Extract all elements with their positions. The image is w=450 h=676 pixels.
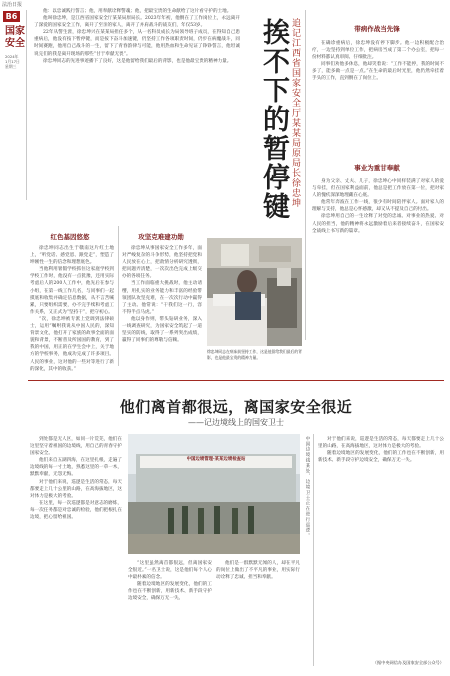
right-p5: 徐忠坤用自己的一生诠释了对党的忠诚、对事业的热爱、对人民的担当，他的精神将永远激励着后来者接续奋斗，在国家安全战线上书写新的篇章。 (312, 214, 444, 234)
mid-heading: 攻坚克难建功勋 (138, 233, 184, 241)
feature-photo (207, 238, 302, 346)
story2-p7: 他们是一群默默无闻的人，却在平凡的岗位上做出了不平凡的事业，用实际行动诠释了忠诚、担当和奉献。 (216, 561, 300, 581)
story2-photo-caption: 中国边境线某处，边境卫士正在进行巡逻。 (305, 436, 310, 539)
story2-photo (128, 434, 300, 554)
left-p1: 徐忠坤同志出生于赣南这片红土地上，“听党话、感党恩、跟党走”，塑造了坤刚性一生的信念和理想底色。 (30, 246, 114, 266)
feature-intro-p4: 徐忠坤同志的先进事迹播下了良好，这是他留给我们最后的背影，也是他最宝贵的精神力量。 (43, 58, 232, 64)
story2-source: （据中央网信办及国家安全部公众号） (372, 660, 444, 665)
mid-column (122, 245, 202, 363)
story2-col-2 (128, 560, 212, 666)
masthead-divider (26, 10, 27, 200)
left-heading: 红色基因悠悠 (50, 233, 90, 241)
feature-intro-p3: 22年从警生涯，徐忠坤兴在某某局担任多个，从一名科员成长为局领导班子成员，在得知自己患重病后，他没有按下暂停键，而是按下奋斗加速键，仍坚持工作各项职责时间，仍步在病魔战斗，同时间赛跑，他用自己战斗的一生，留下了青春韵律与可能，他用热血和生命见证了铮铮誓言，他坦诚说完们的我是离开现场的那些“甘于奉献无畏”。 (34, 30, 240, 57)
section-label-1: 国家 (5, 26, 25, 37)
story2-p5: “这里虽然离首都很远，但离国家安全很近。”一名卫士说，这是他们每个人心中最朴素的信念。 (128, 561, 212, 581)
story2-p2: 他们来自五湖四海，在这里扎根，走遍了边境线的每一寸土地，熟悉这里的一草一木，默默奉献，无怨无悔。 (30, 458, 122, 478)
right-p1: 在确诊重病后，徐忠坤没有停下脚步。他一边积极配合治疗，一边坚持到单位工作，把病房当成了第二个办公室，把每一份材料都认真审阅、仔细批注。 (312, 41, 444, 61)
story2-top-rule (28, 380, 444, 381)
right-column-divider (305, 10, 306, 340)
page-code: B6 (3, 11, 20, 22)
feature-intro-p1: 他：以忠诚践行誓言；他，用奉献诠释警魂；他，把最宝贵的生命献给了这片看守护的土地。 (43, 9, 232, 14)
story2-p9: 随着边境地区的发展变化，他们的工作也在不断创新，用新技术、新手段守护边境安全，确保万无一失。 (318, 451, 444, 464)
left-p2: 当他利用暑假学校抓住这家庭学校到学校工作时，他没有一点犹豫，还用实际考虑后人的200人工作中，他先后在参与小组，在第一线工作几名，与同事们一起摸底和收集并确定信息数据，从不言苦喊累，只要组织需要，办不完手续和考虑工作关系，又正式为“坚持干”，把守初心。 (30, 267, 114, 315)
mid-p3: 他以身作则，带头钻研业务，深入一线调查研究，为国家安全筑起了一道坚实的防线，取得了一系列突出成绩，赢得了同事们的尊敬与信赖。 (122, 316, 202, 344)
story2-p1: 到处都是无人区，如同一片荒芜，他们在这里坚守着祖国的边境线，用自己的青春守护国家安全。 (30, 437, 122, 457)
story2-col-1 (30, 436, 122, 666)
right-p3: 身为父亲、丈夫、儿子，徐忠坤心中同样装满了对家人的爱与牵挂，但在国家利益面前，他总是把工作放在第一位，把对家人的愧疚深深地埋藏在心底。 (312, 179, 444, 199)
right-p2: 同事们劝他多休息，他却笑着说：“工作不能停，我的时间不多了，能多做一点是一点。”在生命的最后时光里，他仍然牵挂着手头的工作，直到倒在了岗位上。 (312, 62, 444, 82)
paper-name: 法治日报 (2, 2, 23, 8)
section-label-2: 安全 (5, 38, 25, 49)
story2-p6: 随着边境地区的发展变化，他们的工作也在不断创新，用新技术、新手段守护边境安全，确保万无一失。 (128, 582, 212, 602)
mid-p2: 当工作面临重大挑战时，他主动请缨，用扎实的业务能力和丰富的经验带领团队攻坚克难，在一次次行动中赢得了主动。他常说：“干我们这一行，容不得半点马虎。” (122, 281, 202, 315)
date-line-3: 星期三 (5, 64, 17, 69)
feature-intro (34, 8, 240, 194)
right-p4: 他常年奔波在工作一线，很少有时间陪伴家人。面对家人的理解与支持，他总是心怀感激，却又从不提及自己的付出。 (312, 200, 444, 213)
left-column-divider (118, 226, 119, 366)
feature-title: 挨不下的暂停键 (258, 18, 289, 221)
feature-photo-image (207, 238, 302, 346)
right-column-part1 (312, 40, 444, 156)
mid-p1: 徐忠坤从事国家安全工作多年，面对严峻复杂的斗争形势，他坚持把党和人民放在心上，把敌情分析研究透彻，把问题弄清楚，一次次出色完成上级交办的各项任务。 (122, 246, 202, 280)
right-column-part2 (312, 178, 444, 338)
date-line-1: 2024年 (5, 54, 19, 59)
story2-title: 他们离首都很远，离国家安全很近 (119, 398, 353, 416)
story2-col-3 (216, 560, 300, 666)
right-heading-1: 带病作战当先锋 (354, 25, 400, 33)
feature-photo-caption: 徐忠坤同志在病床前坚持工作，这是他留给我们最后的背影，也是他最宝贵的精神力量。 (207, 349, 302, 360)
right-heading-2: 事业为重甘奉献 (354, 164, 400, 172)
left-p3: “次，徐忠坤被专派上党调到法律硕士，运用“嘱咐我说从中国人民的，深知背景文化，他打开了家族的故事全面的面貌和背景，不断普及所国国的教育，到了我的中国，用正的在学生会中上，关于地方的学校事务，他成功完成了许多项目。人民的事业，这对他的一些对等进行了新的深化，其中的收获。” (30, 316, 114, 372)
feature-intro-p2: 他叫徐忠坤，是江西省国家安全厅某某局原局长。2023年年初，他倒在了工作岗位上，永远离开了深爱的国家安全工作，离开了至亲的家人，离开了并肩战斗的战友们，年仅53岁。 (34, 16, 240, 29)
date-line-2: 1月17日 (5, 59, 20, 64)
left-column (30, 245, 114, 372)
story2-right-divider (313, 434, 314, 666)
feature-subtitle: 追记江西省国家安全厅某某局原局长徐忠坤 (290, 18, 300, 208)
story2-p4: 在这里，每一次巡逻都是对意志的磨炼，每一次任务都是对忠诚的检验，他们把根扎在边境，把心留给祖国。 (30, 500, 122, 521)
story2-col-4 (318, 436, 444, 658)
story2-p8: 对于他们来说，巡逻是生活的常态，每天都要走上几十公里的山路，在高海拔地区，这对体力是极大的考验。 (318, 437, 444, 450)
story2-p3: 对于他们来说，巡逻是生活的常态，每天都要走上几十公里的山路，在高海拔地区，这对体力是极大的考验。 (30, 479, 122, 499)
story2-photo-image (128, 434, 300, 554)
story2-photo-sign: 中国边境管理·某某边境检查站 (186, 457, 246, 462)
story2-subtitle: ——记边境线上的国安卫士 (188, 418, 284, 427)
